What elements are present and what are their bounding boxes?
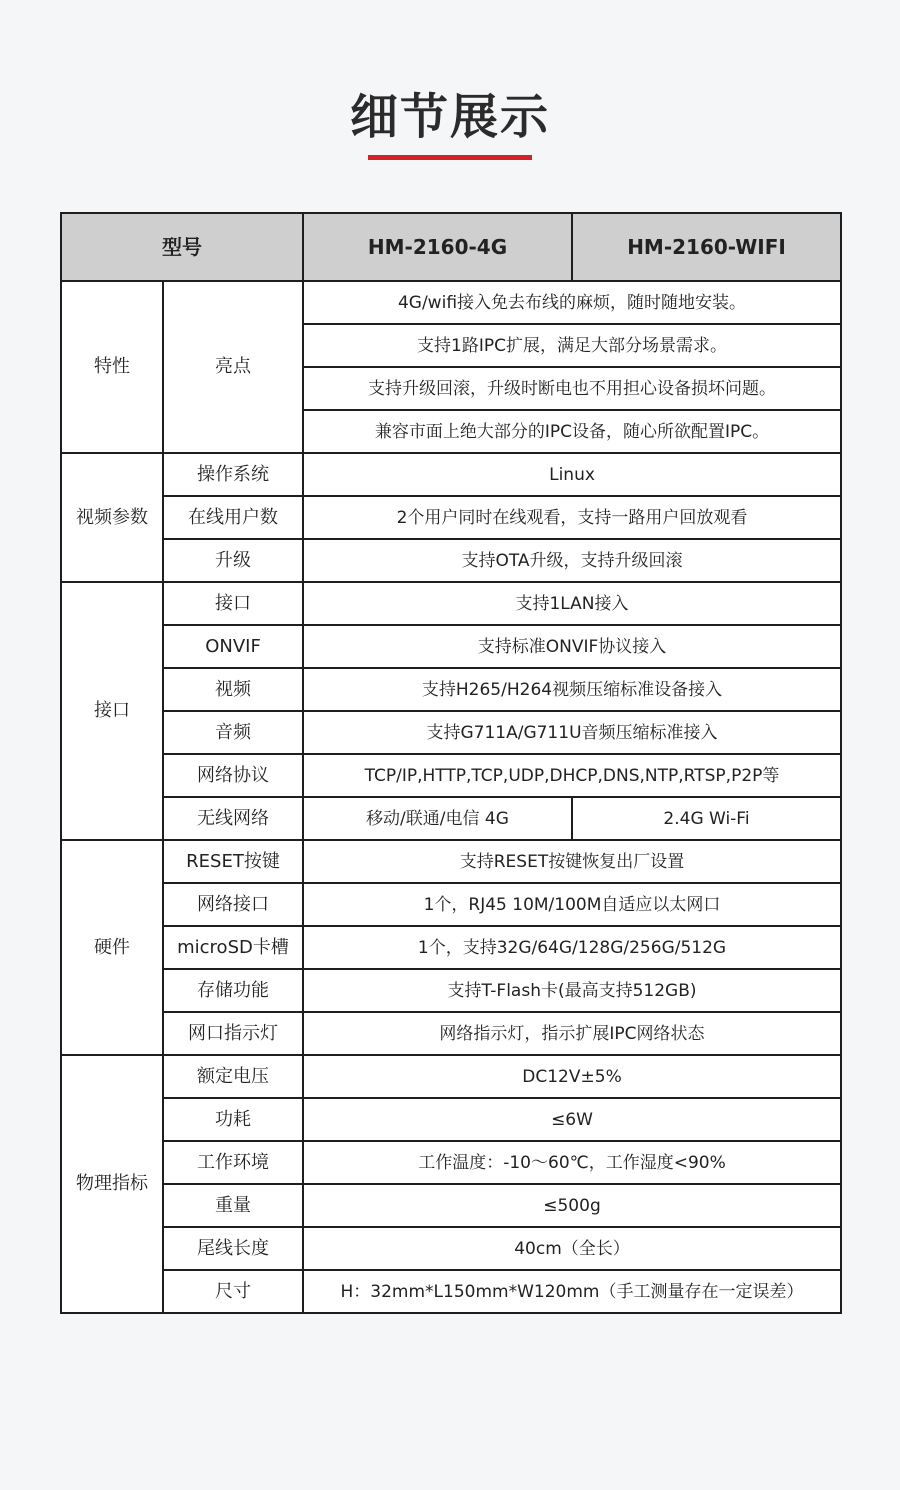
value-cell: 支持H265/H264视频压缩标准设备接入	[303, 668, 841, 711]
category-cell: 硬件	[61, 840, 163, 1055]
feature-cell: RESET按键	[163, 840, 303, 883]
table-row	[61, 1012, 841, 1055]
table-row	[61, 969, 841, 1012]
value-cell: Linux	[303, 453, 841, 496]
feature-cell: microSD卡槽	[163, 926, 303, 969]
feature-cell: 网络协议	[163, 754, 303, 797]
category-cell: 视频参数	[61, 453, 163, 582]
table-row	[61, 840, 841, 883]
value-cell: DC12V±5%	[303, 1055, 841, 1098]
feature-cell: 重量	[163, 1184, 303, 1227]
table-row	[61, 582, 841, 625]
value-cell: 40cm（全长）	[303, 1227, 841, 1270]
header-model-label: 型号	[61, 213, 303, 281]
table-row	[61, 281, 841, 324]
title-underline	[368, 155, 532, 160]
value-cell: 支持RESET按键恢复出厂设置	[303, 840, 841, 883]
feature-cell: 网口指示灯	[163, 1012, 303, 1055]
feature-cell: 功耗	[163, 1098, 303, 1141]
feature-cell: 亮点	[163, 281, 303, 453]
value-cell: 支持标准ONVIF协议接入	[303, 625, 841, 668]
table-row	[61, 453, 841, 496]
table-row	[61, 926, 841, 969]
table-row	[61, 1270, 841, 1313]
feature-cell: 额定电压	[163, 1055, 303, 1098]
value-cell: 支持升级回滚，升级时断电也不用担心设备损坏问题。	[303, 367, 841, 410]
feature-cell: 工作环境	[163, 1141, 303, 1184]
value-cell: H：32mm*L150mm*W120mm（手工测量存在一定误差）	[303, 1270, 841, 1313]
table-row	[61, 797, 841, 840]
page-title: 细节展示	[349, 89, 550, 145]
table-row	[61, 496, 841, 539]
table-row	[61, 539, 841, 582]
table-row	[61, 1184, 841, 1227]
category-cell: 特性	[61, 281, 163, 453]
table-row	[61, 668, 841, 711]
value-cell: 2个用户同时在线观看，支持一路用户回放观看	[303, 496, 841, 539]
value-cell: 支持1LAN接入	[303, 582, 841, 625]
feature-cell: 视频	[163, 668, 303, 711]
value-cell: 1个，RJ45 10M/100M自适应以太网口	[303, 883, 841, 926]
feature-cell: 操作系统	[163, 453, 303, 496]
feature-cell: 音频	[163, 711, 303, 754]
value-cell: ≤6W	[303, 1098, 841, 1141]
feature-cell: 无线网络	[163, 797, 303, 840]
feature-cell: ONVIF	[163, 625, 303, 668]
table-row	[61, 754, 841, 797]
feature-cell: 存储功能	[163, 969, 303, 1012]
feature-cell: 在线用户数	[163, 496, 303, 539]
table-header-row	[61, 213, 841, 281]
value-cell: 兼容市面上绝大部分的IPC设备，随心所欲配置IPC。	[303, 410, 841, 453]
value-cell-model-b: 2.4G Wi-Fi	[572, 797, 841, 840]
feature-cell: 网络接口	[163, 883, 303, 926]
feature-cell: 升级	[163, 539, 303, 582]
table-row	[61, 1141, 841, 1184]
value-cell: 工作温度：-10～60℃，工作湿度<90%	[303, 1141, 841, 1184]
feature-cell: 尾线长度	[163, 1227, 303, 1270]
value-cell: TCP/IP,HTTP,TCP,UDP,DHCP,DNS,NTP,RTSP,P2P等	[303, 754, 841, 797]
value-cell: 支持T-Flash卡(最高支持512GB)	[303, 969, 841, 1012]
feature-cell: 尺寸	[163, 1270, 303, 1313]
value-cell: 支持G711A/G711U音频压缩标准接入	[303, 711, 841, 754]
spec-table	[60, 212, 842, 1314]
header-model-b: HM-2160-WIFI	[572, 213, 841, 281]
value-cell: 1个，支持32G/64G/128G/256G/512G	[303, 926, 841, 969]
category-cell: 物理指标	[61, 1055, 163, 1313]
value-cell: 网络指示灯，指示扩展IPC网络状态	[303, 1012, 841, 1055]
table-row	[61, 1055, 841, 1098]
value-cell-model-a: 移动/联通/电信 4G	[303, 797, 572, 840]
header-model-a: HM-2160-4G	[303, 213, 572, 281]
table-row	[61, 711, 841, 754]
table-row	[61, 625, 841, 668]
value-cell: 支持1路IPC扩展，满足大部分场景需求。	[303, 324, 841, 367]
category-cell: 接口	[61, 582, 163, 840]
value-cell: 支持OTA升级，支持升级回滚	[303, 539, 841, 582]
value-cell: ≤500g	[303, 1184, 841, 1227]
table-row	[61, 1227, 841, 1270]
value-cell: 4G/wifi接入免去布线的麻烦，随时随地安装。	[303, 281, 841, 324]
table-row	[61, 1098, 841, 1141]
feature-cell: 接口	[163, 582, 303, 625]
table-row	[61, 883, 841, 926]
